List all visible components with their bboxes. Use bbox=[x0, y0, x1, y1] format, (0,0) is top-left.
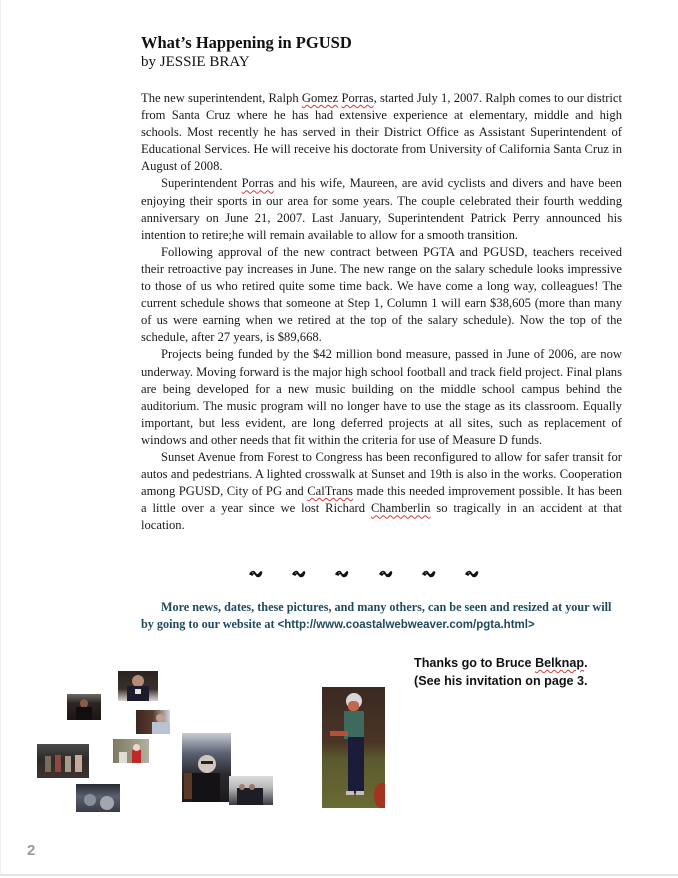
text-run: Sunset Avenue from Forest to Congress has been reconfigured to allow for safer transit for autos and pedestrians. A lighted crosswalk at Sunset and 19th is also in the works. Cooperation among PGUSD, City of PG and bbox=[141, 449, 622, 499]
article-body bbox=[141, 90, 622, 534]
paragraph-sunset-avenue bbox=[141, 449, 622, 534]
text-run: made this needed improvement possible. It has been a little over a year since we lost Richard bbox=[141, 484, 622, 516]
misspelled-word[interactable]: Chamberlin bbox=[370, 501, 431, 516]
text-run: so tragically in an accident at that location. bbox=[141, 501, 622, 533]
paragraph-superintendent bbox=[141, 90, 622, 175]
photo-two-women[interactable] bbox=[113, 739, 149, 763]
misspelled-word[interactable]: Belknap bbox=[535, 656, 585, 670]
misspelled-word[interactable]: Porras bbox=[241, 176, 274, 191]
fleuron-ornament-icon bbox=[422, 568, 436, 580]
photo-woman-vest[interactable] bbox=[118, 671, 158, 701]
fleuron-ornament-icon bbox=[465, 568, 479, 580]
photo-group-seated[interactable] bbox=[229, 776, 273, 805]
photo-man-dark-shirt[interactable] bbox=[67, 694, 101, 720]
paragraph-contract: Following approval of the new contract between PGTA and PGUSD, teachers received their retroactive pay increases in June. The new range on the salary schedule looks impressive to those of us who retired quite some time back. We have come a long way, colleagues! The current schedule shows that someone at Step 1, Column 1 will earn $38,605 (more than many of us were earning when we retired at the top of the salary schedule). Now the top of the schedule, after 27 years, is $89,668. bbox=[141, 244, 622, 345]
text-run: Thanks go to Bruce bbox=[414, 656, 536, 670]
misspelled-word[interactable]: Porras bbox=[341, 91, 374, 105]
photo-group-lights[interactable] bbox=[76, 784, 120, 812]
paragraph-bond-measure: Projects being funded by the $42 million bond measure, passed in June of 2006, are now underway. Moving forward is the major high school football and track field project. Final plans are being developed for a new music building on the middle school campus behind the auditorium. The music program will no longer have to use the stage as its classroom. Equally important, but less evident, are long deferred projects at all sites, such as replacement of windows and other needs that fit within the criteria for use of Measure D funds. bbox=[141, 347, 622, 447]
text-run: and his wife, Maureen, are avid cyclists and divers and have been enjoying their sports in our area for some years. The couple celebrated their fourth wedding anniversary on June 21, 2007. Last January, Superintendent Patrick Perry announced his intention to retire;he will remain available to allow for a smooth transition. bbox=[141, 176, 622, 242]
website-link[interactable]: <http://www.coastalwebweaver.com/pgta.html> bbox=[277, 619, 535, 631]
photo-group-party[interactable] bbox=[37, 744, 89, 778]
more-news-note bbox=[141, 599, 621, 634]
text-run: The new superintendent, Ralph bbox=[141, 91, 302, 105]
text-run: Superintendent bbox=[161, 176, 242, 191]
more-news-text: More news, dates, these pictures, and many others, can be seen and resized at your will by going to our website at bbox=[141, 600, 612, 631]
page-number: 2 bbox=[27, 842, 36, 859]
photo-two-men[interactable] bbox=[136, 710, 170, 734]
thanks-note bbox=[414, 654, 588, 690]
fleuron-ornament-icon bbox=[292, 568, 306, 580]
thanks-line-1 bbox=[414, 654, 588, 672]
paragraph-cyclists bbox=[141, 175, 622, 243]
fleuron-ornament-icon bbox=[249, 568, 263, 580]
photo-dancing-woman[interactable] bbox=[322, 687, 385, 808]
photo-woman-sunglasses[interactable] bbox=[182, 733, 231, 802]
text-run: . bbox=[584, 656, 588, 670]
fleuron-ornament-icon bbox=[379, 568, 393, 580]
article-byline: by JESSIE BRAY bbox=[141, 54, 250, 70]
thanks-line-2: (See his invitation on page 3. bbox=[414, 674, 588, 688]
fleuron-ornament-icon bbox=[335, 568, 349, 580]
misspelled-word[interactable]: Gomez bbox=[301, 91, 339, 105]
text-run: , started July 1, 2007. Ralph comes to our district from Santa Cruz where he has had extensive experience at elementary, middle and high schools. Most recently he has served in their District Office as Assistant Superintendent of Educational Services. He will receive his doctorate from University of California Santa Cruz in August of 2008. bbox=[141, 91, 622, 174]
misspelled-word[interactable]: CalTrans bbox=[307, 484, 353, 499]
article-title: What’s Happening in PGUSD bbox=[141, 33, 352, 52]
ornament-divider bbox=[249, 568, 479, 580]
